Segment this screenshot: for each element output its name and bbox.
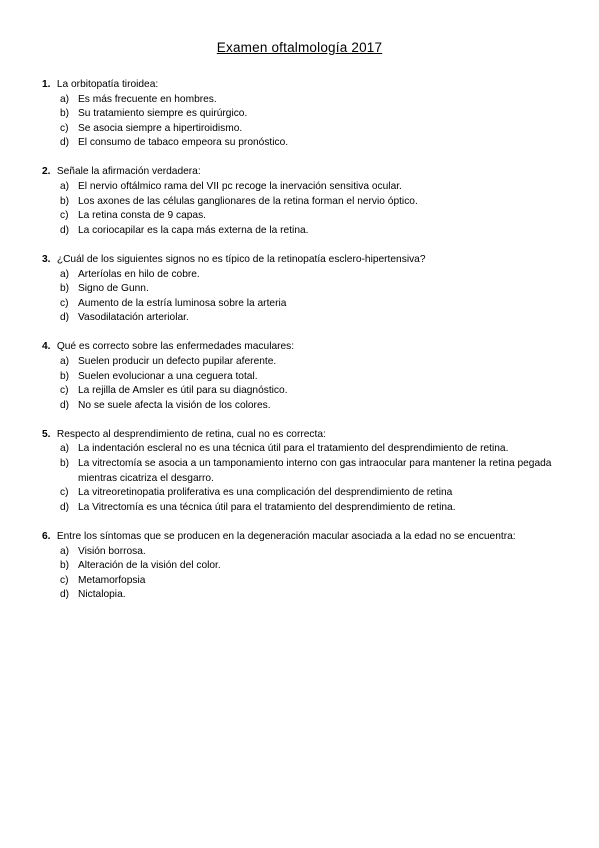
option-text: Los axones de las células ganglionares de la retina forman el nervio óptico. (78, 195, 418, 207)
option-letter: b) (60, 560, 70, 572)
question-number: 1. (42, 79, 51, 90)
option-text: El nervio oftálmico rama del VII pc recoge la inervación sensitiva ocular. (78, 181, 402, 193)
option-letter: a) (60, 443, 70, 455)
option-letter: a) (60, 181, 70, 193)
option-text: La retina consta de 9 capas. (78, 210, 206, 222)
option-text: La vitreoretinopatia proliferativa es una complicación del desprendimiento de retina (78, 487, 453, 499)
option-letter: c) (60, 385, 69, 397)
option-letter: b) (60, 458, 70, 470)
option-letter: d) (60, 501, 70, 513)
question-number: 2. (42, 166, 51, 178)
option-text: No se suele afecta la visión de los colores. (78, 399, 271, 411)
option-text: Suelen producir un defecto pupilar aferente. (78, 356, 277, 367)
option-text: El consumo de tabaco empeora su pronóstico. (78, 137, 289, 149)
option-text: Alteración de la visión del color. (78, 560, 221, 572)
page-title: Examen oftalmología 2017 (216, 40, 383, 55)
option-b (42, 107, 562, 122)
option-letter: c) (60, 122, 69, 134)
option-text: Arteríolas en hilo de cobre. (78, 268, 200, 280)
option-text: La coriocapilar es la capa más externa de la retina. (78, 224, 309, 236)
option-letter: a) (60, 356, 70, 367)
question-text: ¿Cuál de los siguientes signos no es típico de la retinopatía esclero-hipertensiva? (56, 253, 426, 265)
option-text: La rejilla de Amsler es útil para su diagnóstico. (78, 385, 288, 397)
option-text: La indentación escleral no es una técnica útil para el tratamiento del desprendimiento de retina. (78, 443, 509, 455)
option-text: Su tratamiento siempre es quirúrgico. (78, 108, 248, 120)
question-6 (42, 530, 562, 603)
question-4 (42, 340, 562, 413)
option-b (42, 282, 562, 297)
question-stem (42, 253, 562, 268)
option-list (42, 355, 562, 413)
option-letter: c) (60, 210, 69, 222)
question-text: Respecto al desprendimiento de retina, cual no es correcta: (56, 428, 326, 440)
question-number: 3. (42, 253, 51, 265)
question-stem (42, 165, 562, 180)
question-text: La orbitopatía tiroidea: (56, 79, 159, 90)
option-c (42, 209, 562, 224)
question-5 (42, 428, 562, 516)
option-b (42, 195, 562, 210)
option-letter: a) (60, 93, 70, 105)
option-letter: d) (60, 137, 70, 149)
option-text: Visión borrosa. (78, 545, 146, 557)
option-text: Es más frecuente en hombres. (78, 93, 217, 105)
question-text: Qué es correcto sobre las enfermedades maculares: (56, 341, 295, 353)
option-a (42, 355, 562, 370)
option-text: Vasodilatación arteriolar. (78, 312, 189, 324)
option-c (42, 574, 562, 589)
question-3 (42, 253, 562, 326)
option-text: Metamorfopsia (78, 574, 146, 586)
option-text: La vitrectomía se asocia a un tamponamiento interno con gas intraocular para mantener la retina pegada mientras cicatriza el desgarro. (78, 458, 552, 484)
option-letter: d) (60, 312, 70, 324)
option-letter: c) (60, 574, 69, 586)
option-letter: a) (60, 545, 70, 557)
option-d (42, 136, 562, 151)
option-d (42, 399, 562, 414)
option-a (42, 268, 562, 283)
question-stem (42, 428, 562, 443)
question-text: Entre los síntomas que se producen en la degeneración macular asociada a la edad no se encuentra: (56, 530, 516, 542)
question-stem (42, 340, 562, 355)
question-number: 4. (42, 341, 51, 353)
option-text: Se asocia siempre a hipertiroidismo. (78, 122, 243, 134)
option-c (42, 486, 562, 501)
option-text: La Vitrectomía es una técnica útil para el tratamiento del desprendimiento de retina. (78, 501, 456, 513)
option-list (42, 442, 562, 515)
option-list (42, 268, 562, 326)
question-stem (42, 78, 562, 93)
question-1 (42, 78, 562, 151)
question-number: 6. (42, 530, 51, 542)
question-list (42, 78, 562, 617)
option-a (42, 93, 562, 108)
option-c (42, 122, 562, 137)
option-letter: d) (60, 589, 70, 601)
question-text: Señale la afirmación verdadera: (56, 166, 201, 178)
option-d (42, 224, 562, 239)
option-letter: b) (60, 195, 70, 207)
option-d (42, 311, 562, 326)
option-a (42, 442, 562, 457)
option-c (42, 297, 562, 312)
option-letter: a) (60, 268, 70, 280)
option-list (42, 545, 562, 603)
option-letter: d) (60, 224, 70, 236)
option-a (42, 545, 562, 560)
option-letter: d) (60, 399, 70, 411)
option-d (42, 501, 562, 516)
question-2 (42, 165, 562, 238)
option-text: Suelen evolucionar a una ceguera total. (78, 370, 258, 382)
option-text: Nictalopia. (78, 589, 126, 601)
option-list (42, 93, 562, 151)
option-text: Signo de Gunn. (78, 283, 149, 295)
option-text: Aumento de la estría luminosa sobre la arteria (78, 297, 287, 309)
question-number: 5. (42, 428, 51, 440)
option-b (42, 457, 562, 486)
option-list (42, 180, 562, 238)
option-letter: b) (60, 108, 70, 120)
option-letter: c) (60, 487, 69, 499)
option-d (42, 588, 562, 603)
option-b (42, 559, 562, 574)
option-letter: c) (60, 297, 69, 309)
option-letter: b) (60, 283, 70, 295)
question-stem (42, 530, 562, 545)
option-c (42, 384, 562, 399)
option-letter: b) (60, 370, 70, 382)
option-b (42, 370, 562, 385)
option-a (42, 180, 562, 195)
